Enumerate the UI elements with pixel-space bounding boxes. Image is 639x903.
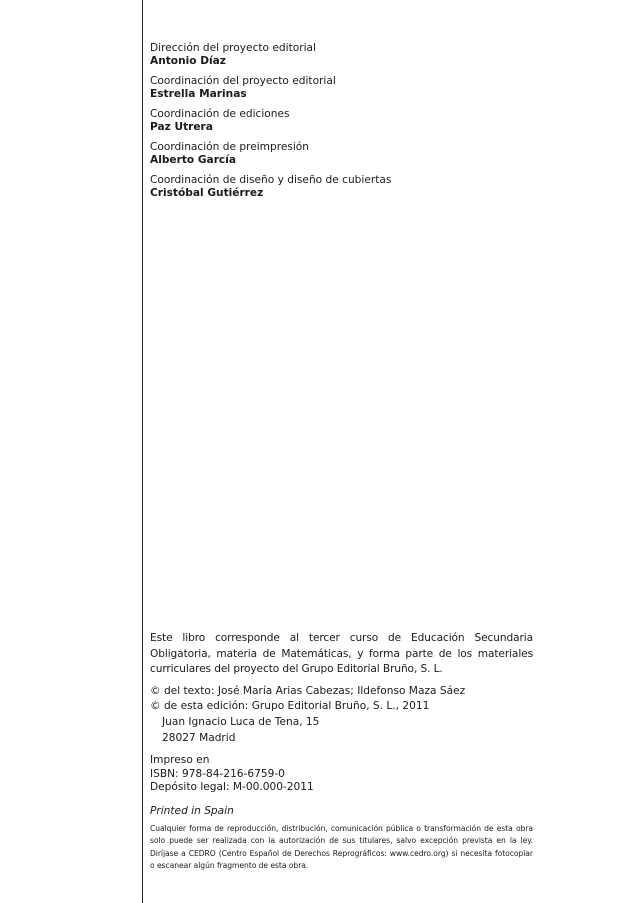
credit-name: Paz Utrera — [150, 121, 213, 133]
legal-deposit: Depósito legal: M-00.000-2011 — [150, 781, 314, 794]
credit-role: Coordinación de preimpresión — [150, 141, 309, 153]
credit-role: Coordinación de ediciones — [150, 108, 290, 120]
credit-name: Cristóbal Gutiérrez — [150, 187, 264, 199]
copyright-block — [150, 684, 533, 746]
credit-name: Estrella Marinas — [150, 88, 247, 100]
credits-list — [150, 42, 550, 207]
credit-role: Dirección del proyecto editorial — [150, 42, 316, 54]
about-paragraph: Este libro corresponde al tercer curso de Educación Secundaria Obligatoria, materia de Matemáticas, y forma parte de los materiales curriculares del proyecto del Grupo Editorial Bruño, S. L. — [150, 632, 533, 676]
printed-in: Printed in Spain — [150, 804, 234, 817]
credit-entry — [150, 141, 550, 167]
legal-notice: Cualquier forma de reproducción, distribución, comunicación pública o transformación de esta obra solo puede ser realizada con la autorización de sus titulares, salvo excepción prevista en la ley. Diríjase a CEDRO (Centro Español de Derechos Reprográficos: www.cedro.org) si necesita fotocopiar o escanear algún fragmento de esta obra. — [150, 823, 533, 871]
credit-entry — [150, 75, 550, 101]
publisher-city: 28027 Madrid — [162, 731, 236, 744]
credit-role: Coordinación de diseño y diseño de cubiertas — [150, 174, 392, 186]
credit-name: Antonio Díaz — [150, 55, 226, 67]
credit-role: Coordinación del proyecto editorial — [150, 75, 336, 87]
imprint-section — [150, 631, 533, 873]
printing-block — [150, 754, 533, 795]
credit-entry — [150, 174, 550, 200]
margin-rule — [142, 0, 143, 903]
copyright-text: © del texto: José María Arias Cabezas; Ildefonso Maza Sáez — [150, 684, 466, 697]
credit-entry — [150, 42, 550, 68]
publisher-street: Juan Ignacio Luca de Tena, 15 — [162, 715, 320, 728]
credit-name: Alberto García — [150, 154, 236, 166]
credit-entry — [150, 108, 550, 134]
isbn: ISBN: 978-84-216-6759-0 — [150, 767, 285, 780]
copyright-edition: © de esta edición: Grupo Editorial Bruño, S. L., 2011 — [150, 700, 430, 713]
printed-label: Impreso en — [150, 754, 210, 767]
